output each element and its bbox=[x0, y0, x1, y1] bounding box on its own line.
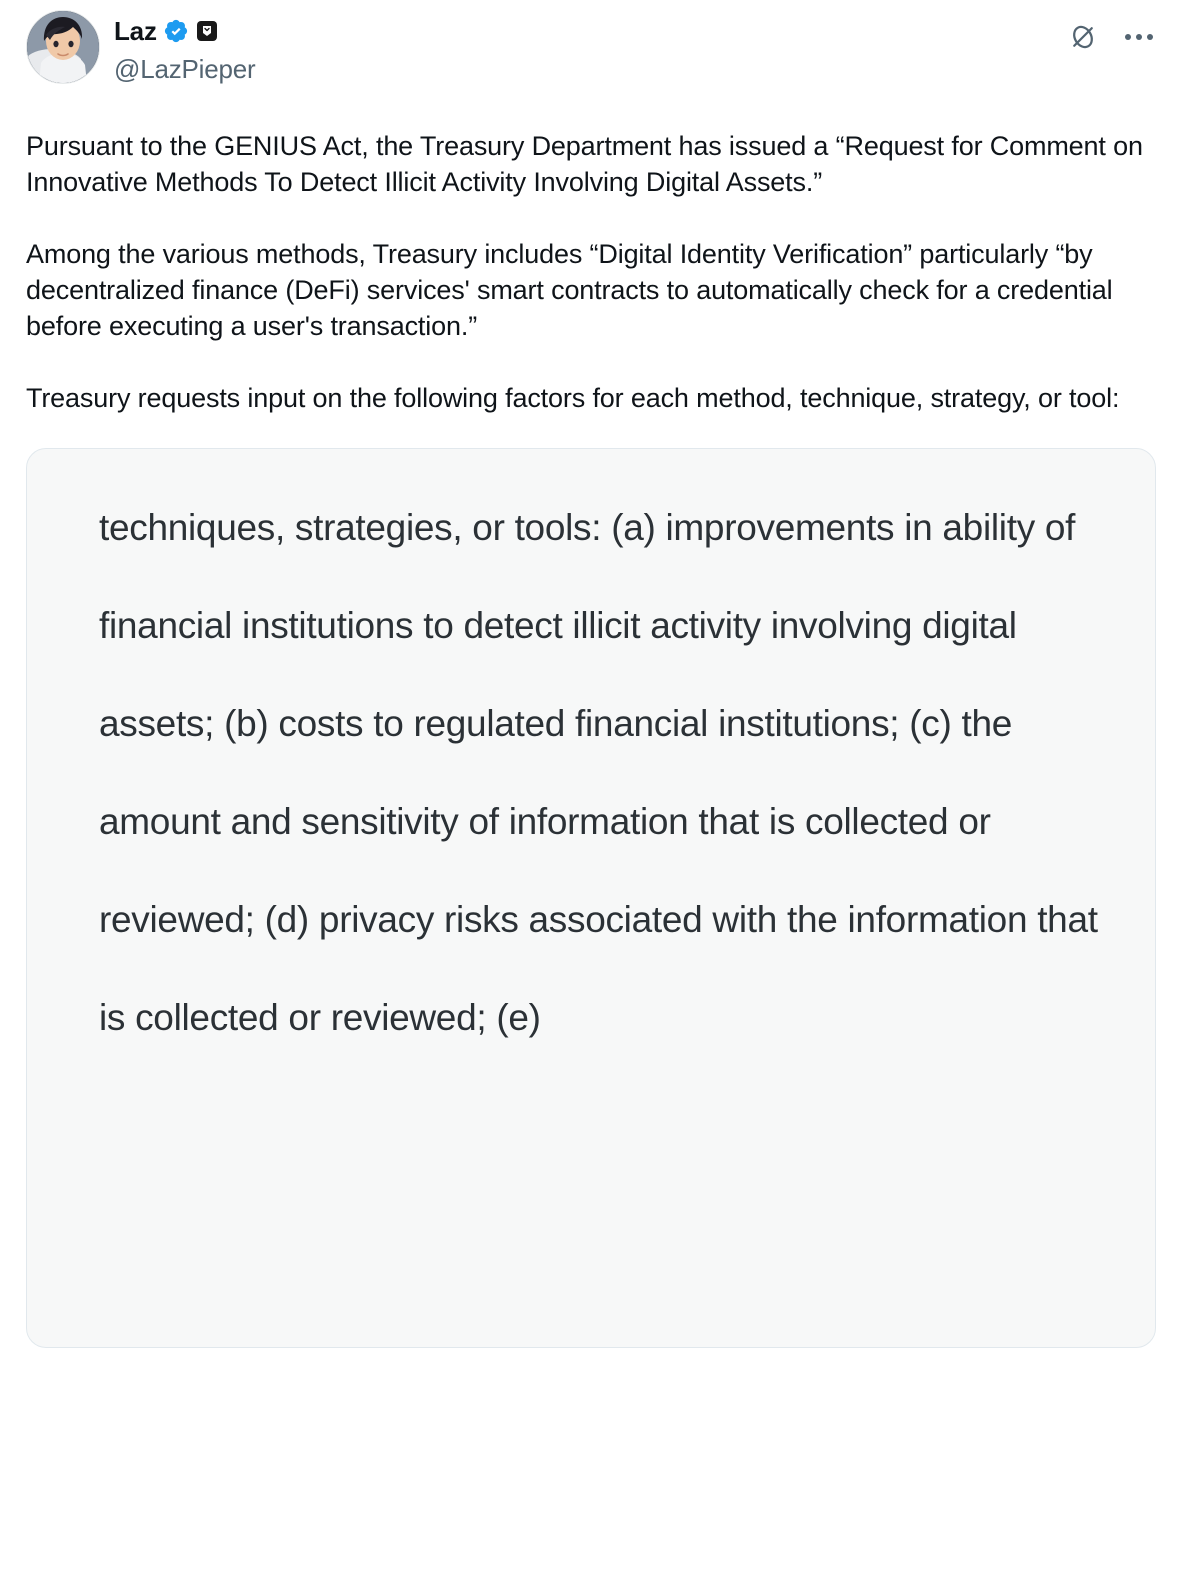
tweet-header-actions bbox=[1066, 10, 1156, 54]
author-handle[interactable]: @LazPieper bbox=[114, 54, 256, 84]
quoted-screenshot-card[interactable] bbox=[26, 448, 1156, 1348]
author-identity[interactable] bbox=[114, 10, 255, 85]
author-name-row bbox=[114, 18, 255, 44]
tweet-text bbox=[26, 128, 1156, 416]
grok-actions-icon[interactable] bbox=[1066, 20, 1100, 54]
quoted-screenshot-text: techniques, strategies, or tools: (a) improvements in ability of financial institutions to detect illicit activity involving digital assets; (b) costs to regulated financial institutions; (c) the amount and sensitivity of information that is collected or reviewed; (d) privacy risks associated with the information that is collected or reviewed; (e) bbox=[99, 507, 1098, 1038]
more-options-icon[interactable] bbox=[1122, 20, 1156, 54]
tweet-paragraph-2: Among the various methods, Treasury includes “Digital Identity Verification” particularly “by decentralized finance (DeFi) services' smart contracts to automatically check for a credential before executing a user's transaction.” bbox=[26, 239, 1113, 341]
tweet-header bbox=[26, 10, 1156, 106]
avatar[interactable] bbox=[26, 10, 100, 84]
tweet-paragraph-3: Treasury requests input on the following factors for each method, technique, strategy, or tool: bbox=[26, 383, 1120, 413]
verified-badge-icon[interactable] bbox=[163, 18, 189, 44]
subscriber-badge-icon[interactable] bbox=[195, 19, 219, 43]
tweet-paragraph-1: Pursuant to the GENIUS Act, the Treasury Department has issued a “Request for Comment on Innovative Methods To Detect Illicit Activity Involving Digital Assets.” bbox=[26, 131, 1143, 197]
display-name[interactable]: Laz bbox=[114, 16, 157, 46]
